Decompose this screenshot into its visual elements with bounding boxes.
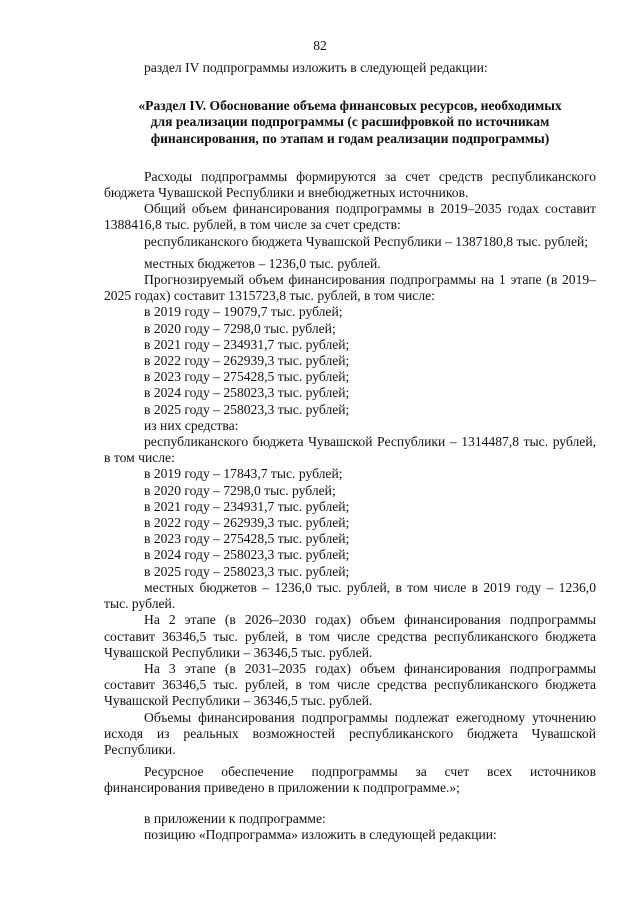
- paragraph-annual-update: Объемы финансирования подпрограммы подлежат ежегодному уточнению исходя из реальных возможностей республиканского бюджета Чувашской Республики.: [104, 709, 596, 757]
- list-item: в 2019 году – 17843,7 тыс. рублей;: [144, 466, 343, 482]
- paragraph-republic-stage-1: республиканского бюджета Чувашской Республики – 1314487,8 тыс. рублей, в том числе:: [104, 434, 596, 466]
- of-them-line: из них средства:: [144, 417, 239, 433]
- section-heading: [104, 98, 596, 147]
- list-item: в 2023 году – 275428,5 тыс. рублей;: [144, 369, 350, 385]
- list-item: в 2020 году – 7298,0 тыс. рублей;: [144, 320, 336, 336]
- years-total-list: [104, 304, 596, 417]
- intro-line: раздел IV подпрограммы изложить в следующей редакции:: [144, 60, 488, 75]
- paragraph-local-budget: местных бюджетов – 1236,0 тыс. рублей.: [144, 255, 381, 271]
- page-number: 82: [313, 38, 327, 53]
- years-republic-list: [104, 466, 596, 579]
- document-body: [104, 60, 596, 843]
- paragraph-resource-provision: Ресурсное обеспечение подпрограммы за счет всех источников финансирования приведено в приложении к подпрограмме.»;: [104, 764, 596, 796]
- paragraph-appendix: в приложении к подпрограмме:: [144, 810, 326, 826]
- heading-line-2: для реализации подпрограммы (с расшифровкой по источникам: [150, 114, 550, 130]
- list-item: в 2024 году – 258023,3 тыс. рублей;: [144, 385, 350, 401]
- paragraph-republic-budget: республиканского бюджета Чувашской Республики – 1387180,8 тыс. рублей;: [144, 233, 589, 249]
- list-item: в 2020 году – 7298,0 тыс. рублей;: [144, 482, 336, 498]
- list-item: в 2025 году – 258023,3 тыс. рублей;: [144, 563, 350, 579]
- list-item: в 2022 году – 262939,3 тыс. рублей;: [144, 515, 350, 531]
- list-item: в 2025 году – 258023,3 тыс. рублей;: [144, 401, 350, 417]
- paragraph-stage-1: Прогнозируемый объем финансирования подпрограммы на 1 этапе (в 2019–2025 годах) составит 1315723,8 тыс. рублей, в том числе:: [104, 272, 596, 304]
- paragraph-expenses: Расходы подпрограммы формируются за счет средств республиканского бюджета Чувашской Республики и внебюджетных источников.: [104, 168, 596, 201]
- paragraph-local-stage-1: местных бюджетов – 1236,0 тыс. рублей, в том числе в 2019 году – 1236,0 тыс. рублей.: [104, 579, 596, 612]
- paragraph-stage-2: На 2 этапе (в 2026–2030 годах) объем финансирования подпрограммы составит 36346,5 тыс. рублей, в том числе средства республиканского бюджета Чувашской Республики – 36346,5 тыс. рублей.: [104, 612, 596, 660]
- list-item: в 2021 году – 234931,7 тыс. рублей;: [144, 336, 350, 352]
- heading-line-1: «Раздел IV. Обоснование объема финансовых ресурсов, необходимых: [138, 98, 562, 114]
- list-item: в 2023 году – 275428,5 тыс. рублей;: [144, 531, 350, 547]
- paragraph-total-volume: Общий объем финансирования подпрограммы в 2019–2035 годах составит 1388416,8 тыс. рублей, в том числе за счет средств:: [104, 201, 596, 233]
- heading-line-3: финансирования, по этапам и годам реализации подпрограммы): [150, 130, 550, 146]
- paragraph-stage-3: На 3 этапе (в 2031–2035 годах) объем финансирования подпрограммы составит 36346,5 тыс. рублей, в том числе средства республиканского бюджета Чувашской Республики – 36346,5 тыс. рублей.: [104, 660, 596, 709]
- list-item: в 2022 году – 262939,3 тыс. рублей;: [144, 353, 350, 369]
- list-item: в 2019 году – 19079,7 тыс. рублей;: [144, 304, 343, 320]
- list-item: в 2021 году – 234931,7 тыс. рублей;: [144, 498, 350, 514]
- paragraph-position: позицию «Подпрограмма» изложить в следующей редакции:: [144, 826, 497, 842]
- list-item: в 2024 году – 258023,3 тыс. рублей;: [144, 547, 350, 563]
